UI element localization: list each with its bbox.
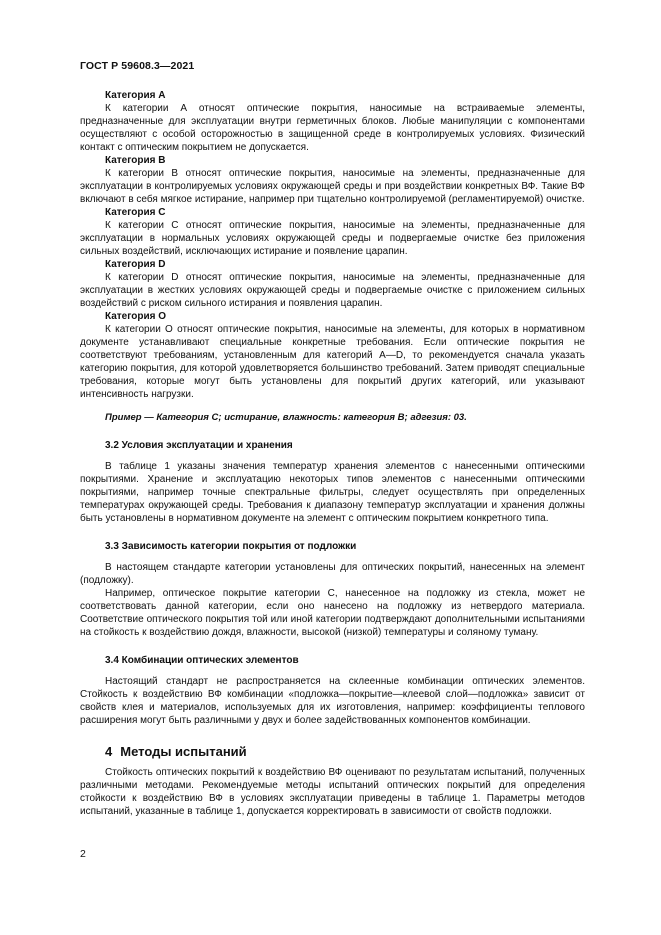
- category-o-title: Категория О: [105, 311, 167, 322]
- category-d-text: К категории D относят оптические покрытия, наносимые на элементы, предназначенные для эксплуатации в жестких условиях окружающей среды и подвергаемые очистке с приложением сильных воздействий с риском сильного истирания и появления царапин.: [80, 272, 585, 309]
- section-3-4-paragraph: Настоящий стандарт не распространяется на склеенные комбинации оптических элементов. Стойкость к воздействию ВФ комбинации «подложка—покрытие—клеевой слой—подложка» зависит от свойств клея и материалов, используемых для их изготовления, например: коэффициенты теплового расширения могут быть различными у двух и более задействованных компонентов комбинации.: [80, 676, 585, 726]
- category-c-text: К категории С относят оптические покрытия, наносимые на элементы, предназначенные для эксплуатации в нормальных условиях окружающей среды и подвергаемые очистке без приложения сильных воздействий, исключающих истирание и появление царапин.: [80, 220, 585, 257]
- page-number: 2: [80, 848, 86, 860]
- chapter-4-title: Методы испытаний: [120, 744, 247, 759]
- section-3-4-title: 3.4 Комбинации оптических элементов: [105, 655, 299, 666]
- section-3-3-title: 3.3 Зависимость категории покрытия от подложки: [105, 541, 357, 552]
- section-3-2-paragraph: В таблице 1 указаны значения температур хранения элементов с нанесенными оптическими покрытиями. Хранение и эксплуатацию некоторых типов элементов с нанесенными оптическими покрытиями, например точные спектральные фильтры, следует осуществлять при определенных температурах окружающей среды. Требования к диапазону температур эксплуатации и хранения должны быть установлены в нормативном документе на элемент с оптическим покрытием конкретного типа.: [80, 461, 585, 524]
- document-body: [80, 89, 585, 818]
- chapter-4-paragraph: Стойкость оптических покрытий к воздействию ВФ оценивают по результатам испытаний, полученных различными методами. Рекомендуемые методы испытаний оптических покрытий для определения стойкости к воздействию ВФ в условиях эксплуатации приведены в таблице 1. Параметры методов испытаний, указанные в таблице 1, допускается корректировать в зависимости от свойств подложки.: [80, 767, 585, 817]
- category-b-text: К категории В относят оптические покрытия, наносимые на элементы, предназначенные для эксплуатации в контролируемых условиях окружающей среды и при воздействии конкретных ВФ. Такие ВФ включают в себя мягкое истирание, например при тщательно контролируемой (регламентируемой) очистке.: [80, 168, 585, 205]
- category-a-title: Категория А: [105, 90, 166, 101]
- example-note: Пример — Категория С; истирание, влажность: категория В; адгезия: 03.: [105, 412, 467, 423]
- category-d-title: Категория D: [105, 259, 166, 270]
- section-3-3-paragraph: Например, оптическое покрытие категории С, нанесенное на подложку из стекла, может не соответствовать данной категории, если оно нанесено на подложку из нетвердого материала. Соответствие оптического покрытия той или иной категории подтверждают дополнительными испытаниями на стойкость к воздействию дождя, влажности, высокой (низкой) температуры и соляному туману.: [80, 588, 585, 638]
- category-c-title: Категория С: [105, 207, 166, 218]
- category-o-text: К категории О относят оптические покрытия, наносимые на элементы, для которых в нормативном документе устанавливают специальные конкретные требования. Если оптические покрытия не соответствуют требованиям, установленным для категорий А—D, то рекомендуется сначала указать категорию покрытия, для которой удовлетворяется большинство требований. Затем приводят специальные требования, которые могут быть установлены для покрытий других категорий, или указывают интенсивность нагрузки.: [80, 324, 585, 400]
- chapter-4-number: 4: [105, 744, 113, 759]
- section-3-2-title: 3.2 Условия эксплуатации и хранения: [105, 440, 293, 451]
- chapter-4-heading: [105, 745, 585, 758]
- category-a-text: К категории А относят оптические покрытия, наносимые на встраиваемые элементы, предназначенные для эксплуатации внутри герметичных блоков. Любые манипуляции с компонентами осуществляют с особой осторожностью в защищенной среде в контролируемых условиях. Физический контакт с оптическим покрытием не допускается.: [80, 103, 585, 153]
- document-header: ГОСТ Р 59608.3—2021: [80, 60, 195, 72]
- category-b-title: Категория В: [105, 155, 166, 166]
- section-3-3-paragraph: В настоящем стандарте категории установлены для оптических покрытий, нанесенных на элемент (подложку).: [80, 562, 585, 586]
